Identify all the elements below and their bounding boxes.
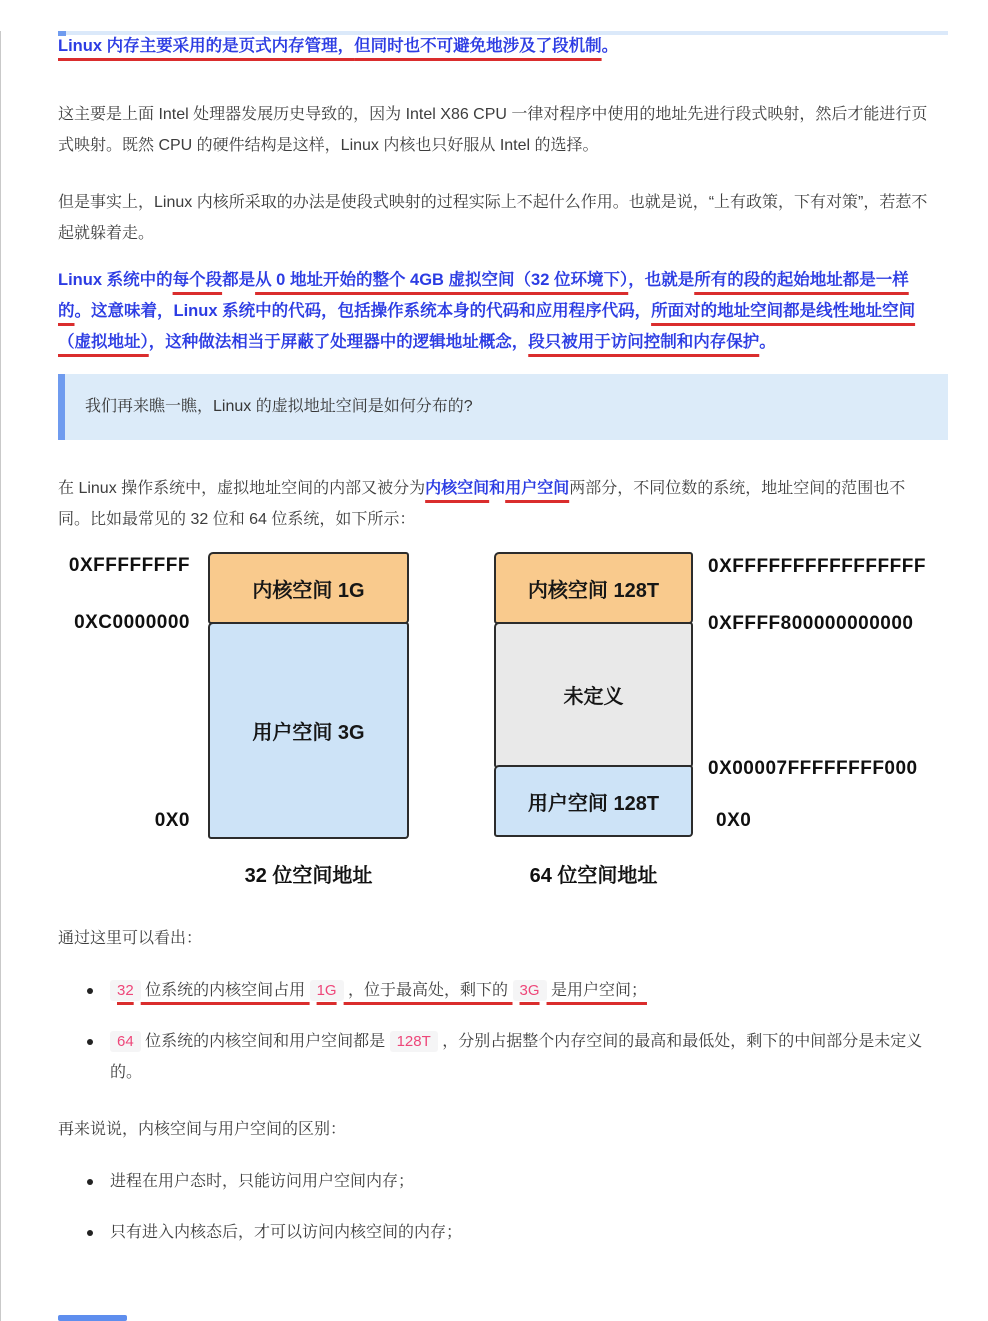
inline-code: 32 [110,980,141,1001]
text-segment: 和 [489,480,506,497]
list-item-32bit [58,975,932,1006]
text-segment: 内核空间 [425,480,490,497]
paragraph-linux-approach [58,187,932,249]
list-item-user-mode [58,1166,932,1197]
addr-label-32-top: 0XFFFFFFFF [68,555,190,576]
text-segment: ，也就是 [628,271,695,289]
memory-box-64bit [494,552,693,837]
caption-32bit: 32 位空间地址 [244,865,373,887]
text-segment: 是用户空间； [546,982,647,999]
paragraph-page-management [58,31,932,62]
addr-label-64-user-top: 0X00007FFFFFFFF000 [708,758,918,779]
text-segment: 位系统的内核空间占用 [140,982,310,999]
paragraph-difference-intro [58,1114,932,1145]
text-segment: 段只被用于访问控制和内存保护 [528,333,760,351]
text-segment: 。这意味着，Linux 系统中的代码，包括操作系统本身的代码和应用程序代码， [74,302,652,320]
text-segment: 只有进入内核态后，才可以访问内核空间的内存； [110,1224,463,1241]
inline-code: 1G [310,980,344,1001]
text-segment: 都是 [222,271,256,289]
paragraph-address-space-intro [58,473,932,535]
text-segment: 用户空间 [505,480,570,497]
text-segment: 在 Linux 操作系统中，虚拟地址空间的内部又被分为 [58,480,426,497]
text-segment: 位系统的内核空间和用户空间都是 [140,1033,390,1050]
article-content [0,31,988,1248]
text-segment: Linux 系统中的 [58,271,173,289]
addr-label-64-kernel-base: 0XFFFF800000000000 [708,613,914,634]
undefined-section: 未定义 [494,622,693,768]
inline-code: 3G [513,980,547,1001]
next-quote-block-top [58,1315,127,1321]
user-space-64-section: 用户空间 128T [494,765,693,837]
text-segment: 从 0 地址开始的整个 4GB 虚拟空间（32 位环境下） [255,271,629,289]
text-segment: 。 [759,333,776,351]
addr-label-64-top: 0XFFFFFFFFFFFFFFFF [708,556,926,577]
text-segment: 但同时也不可避免地涉及了段机制 [354,37,602,55]
text-segment: 但是事实上，Linux 内核所采取的办法是使段式映射的过程实际上不起什么作用。也就是说，“上有政策，下有对策”，若惹不起就躲着走。 [58,194,928,242]
addr-label-64-zero: 0X0 [716,810,752,831]
paragraph-intel-history [58,99,932,161]
difference-list [58,1166,932,1248]
text-segment: ，分别占据整个内存空间的最高和最低处，剩下的中间部分是未定义的。 [110,1033,923,1081]
user-space-32-section: 用户空间 3G [208,622,409,839]
observation-list [58,975,932,1088]
paragraph-segment-mechanism [58,265,932,358]
kernel-space-64-section: 内核空间 128T [494,552,693,624]
text-segment: 所有的段的起始地址都是一样的 [58,271,909,320]
memory-box-32bit [208,552,409,839]
list-item-64bit [58,1026,932,1088]
text-segment: ，这种做法相当于屏蔽了处理器中的逻辑地址概念， [148,333,529,351]
article-page [0,31,988,1321]
text-segment: Linux 内存主要采用的是页式内存管理， [58,37,355,55]
text-segment: ，位于最高处，剩下的 [343,982,513,999]
addr-label-32-zero: 0X0 [154,810,190,831]
text-segment: 再来说说，内核空间与用户空间的区别： [58,1121,347,1138]
text-segment: 每个段 [172,271,223,289]
addr-label-32-kernel-base: 0XC0000000 [74,612,190,633]
caption-64bit: 64 位空间地址 [529,865,658,887]
text-segment: 进程在用户态时，只能访问用户空间内存； [110,1173,415,1190]
text-segment: 两部分，不同位数的系统，地址空间的范围也不同。比如最常见的 32 位和 64 位系统，如下所示： [58,480,906,528]
paragraph-observation [58,923,932,954]
inline-code: 64 [110,1031,141,1052]
list-item-kernel-mode [58,1217,932,1248]
quote-block [58,374,948,440]
inline-code: 128T [390,1031,438,1052]
text-segment: 。 [601,37,619,55]
text-segment: 这主要是上面 Intel 处理器发展历史导致的，因为 Intel X86 CPU 一律对程序中使用的地址先进行段式映射，然后才能进行页式映射。既然 CPU 的硬件结构是这样，Linux 内核也只好服从 Intel 的选择。 [58,106,928,154]
kernel-space-32-section: 内核空间 1G [208,552,409,624]
quote-text: 我们再来瞧一瞧，Linux 的虚拟地址空间是如何分布的? [85,398,473,415]
text-segment: 所面对的地址空间都是线性地址空间（虚拟地址） [58,302,916,351]
virtual-address-space-diagram [58,552,932,890]
text-segment: 通过这里可以看出： [58,930,203,947]
